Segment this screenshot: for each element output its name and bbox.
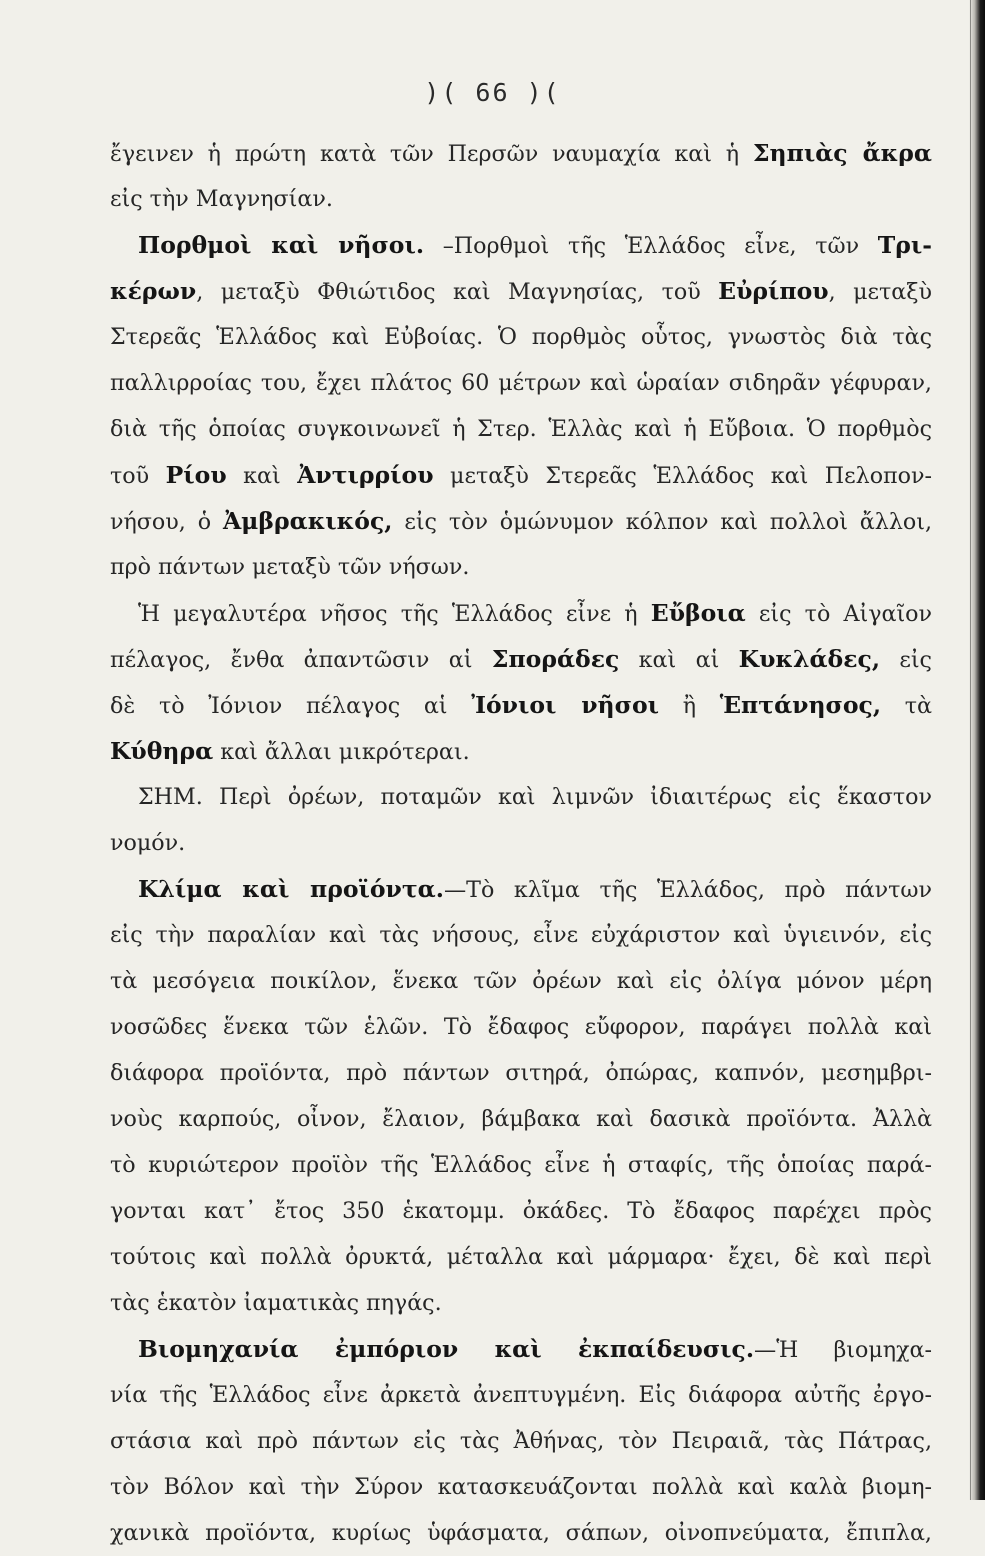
section-heading: Πορθμοὶ καὶ νῆσοι. [138,231,425,259]
section-heading-line [110,222,932,268]
text-line [110,1418,932,1464]
text-run: τὰ [881,693,932,719]
text-run: —Τὸ κλῖμα τῆς Ἑλλάδος, πρὸ πάντων [443,877,932,903]
text-run: νήσου, ὁ [110,509,223,535]
bold-term: Εὐρίπου [718,277,829,305]
section-heading: Βιομηχανία ἐμπόριον καὶ ἐκπαίδευσις. [138,1335,755,1363]
text-line [110,176,932,222]
text-run: πρὸ πάντων μεταξὺ τῶν νήσων. [110,554,470,580]
section-heading-line [110,1326,932,1372]
text-line [110,544,932,590]
note-label: ΣΗΜ. [138,784,203,810]
text-run: ἔγεινεν ἡ πρώτη κατὰ τῶν Περσῶν ναυμαχία καὶ ἡ [110,141,753,167]
text-line [110,1096,932,1142]
text-line [110,1234,932,1280]
bold-term: Σποράδες [491,645,620,673]
page-edge-shadow [969,0,985,1500]
text-line [110,958,932,1004]
bold-term: κέρων [110,277,197,305]
note-line [110,774,932,820]
bold-term: Κύθηρα [110,737,214,765]
section-heading-line [110,866,932,912]
text-run: διάφορα προϊόντα, πρὸ πάντων σιτηρά, ὀπώρας, καπνόν, μεσημβρι- [110,1060,932,1086]
text-line [110,1464,932,1510]
text-run: τοῦ [110,463,166,489]
bold-term: Εὔβοια [650,599,746,627]
bold-term: Κυκλάδες, [738,645,880,673]
text-run: μεταξὺ Στερεᾶς Ἑλλάδος καὶ Πελοπον- [433,463,932,489]
text-run: εἰς [880,647,932,673]
text-line [110,590,932,636]
text-line [110,1188,932,1234]
text-run: Περὶ ὀρέων, ποταμῶν καὶ λιμνῶν ἰδιαιτέρως εἰς ἕκαστον [202,784,932,810]
text-run: —Ἡ βιομηχα- [754,1337,932,1363]
text-run: τὸ κυριώτερον προϊὸν τῆς Ἑλλάδος εἶνε ἡ σταφίς, τῆς ὁποίας παρά- [110,1152,932,1178]
section-heading: Κλίμα καὶ προϊόντα. [138,875,444,903]
bold-term: Ρίου [165,461,227,489]
text-line [110,1004,932,1050]
text-run: νομόν. [110,830,186,856]
text-line [110,1372,932,1418]
text-line [110,1050,932,1096]
text-run: Ἡ μεγαλυτέρα νῆσος τῆς Ἑλλάδος εἶνε ἡ [138,601,651,627]
text-line [110,912,932,958]
text-run: εἰς τὴν Μαγνησίαν. [110,186,333,212]
text-line [110,314,932,360]
text-run: τὸν Βόλον καὶ τὴν Σύρον κατασκευάζονται πολλὰ καὶ καλὰ βιομη- [110,1474,932,1500]
text-run: τὰς ἑκατὸν ἰαματικὰς πηγάς. [110,1290,442,1316]
bold-term: Τρι- [877,231,932,259]
text-run: εἰς τὸν ὁμώνυμον κόλπον καὶ πολλοὶ ἄλλοι, [392,509,932,535]
text-run: εἰς τὴν παραλίαν καὶ τὰς νήσους, εἶνε εὐχάριστον καὶ ὑγιεινόν, εἰς [110,922,932,948]
text-line [110,820,932,866]
text-line [110,452,932,498]
text-run: τὰ μεσόγεια ποικίλον, ἕνεκα τῶν ὀρέων καὶ εἰς ὀλίγα μόνον μέρη [110,968,932,994]
text-run: στάσια καὶ πρὸ πάντων εἰς τὰς Ἀθήνας, τὸν Πειραιᾶ, τὰς Πάτρας, [110,1428,932,1454]
text-line [110,130,932,176]
text-run: δὲ τὸ Ἰόνιον πέλαγος αἱ [110,693,472,719]
text-run: νοὺς καρπούς, οἶνον, ἔλαιον, βάμβακα καὶ δασικὰ προϊόντα. Ἀλλὰ [110,1106,932,1132]
text-run: Στερεᾶς Ἑλλάδος καὶ Εὐβοίας. Ὁ πορθμὸς οὗτος, γνωστὸς διὰ τὰς [110,324,932,350]
page-edge-line [970,0,971,1500]
bold-term: Σηπιὰς ἄκρα [752,139,932,167]
text-run: –Πορθμοὶ τῆς Ἑλλάδος εἶνε, τῶν [424,233,878,259]
text-line [110,406,932,452]
bold-term: Ἀμβρακικός, [222,507,393,535]
text-line [110,728,932,774]
text-run: καὶ ἄλλαι μικρότεραι. [213,739,470,765]
text-run: καὶ [226,463,298,489]
bold-term: Ἰόνιοι νῆσοι [471,691,659,719]
text-line [110,360,932,406]
text-run: διὰ τῆς ὁποίας συγκοινωνεῖ ἡ Στερ. Ἑλλὰς καὶ ἡ Εὔβοια. Ὁ πορθμὸς [110,416,932,442]
text-run: καὶ αἱ [619,647,739,673]
bold-term: Ἑπτάνησος, [719,691,882,719]
text-run: χανικὰ προϊόντα, κυρίως ὑφάσματα, σάπων, οἰνοπνεύματα, ἔπιπλα, [110,1520,932,1546]
text-run: πέλαγος, ἔνθα ἀπαντῶσιν αἱ [110,647,492,673]
text-line [110,498,932,544]
text-line [110,1280,932,1326]
text-line [110,636,932,682]
page-number: )( 66 )( [424,78,561,107]
text-line [110,1142,932,1188]
text-run: , μεταξὺ [828,279,932,305]
text-run: τούτοις καὶ πολλὰ ὀρυκτά, μέταλλα καὶ μάρμαρα· ἔχει, δὲ καὶ περὶ [110,1244,932,1270]
text-line [110,1510,932,1556]
text-run: νοσῶδες ἕνεκα τῶν ἑλῶν. Τὸ ἔδαφος εὔφορον, παράγει πολλὰ καὶ [110,1014,932,1040]
text-line [110,268,932,314]
text-run: , μεταξὺ Φθιώτιδος καὶ Μαγνησίας, τοῦ [196,279,719,305]
page-body [110,130,932,1556]
text-run: ἢ [659,693,720,719]
bold-term: Ἀντιρρίου [297,461,434,489]
text-line [110,682,932,728]
text-run: παλλιρροίας του, ἔχει πλάτος 60 μέτρων καὶ ὡραίαν σιδηρᾶν γέφυραν, [110,370,932,396]
text-run: εἰς τὸ Αἰγαῖον [745,601,932,627]
text-run: νία τῆς Ἑλλάδος εἶνε ἀρκετὰ ἀνεπτυγμένη. Εἰς διάφορα αὐτῆς ἐργο- [110,1382,932,1408]
text-run: γονται κατ᾽ ἔτος 350 ἑκατομμ. ὀκάδες. Τὸ ἔδαφος παρέχει πρὸς [110,1198,932,1224]
